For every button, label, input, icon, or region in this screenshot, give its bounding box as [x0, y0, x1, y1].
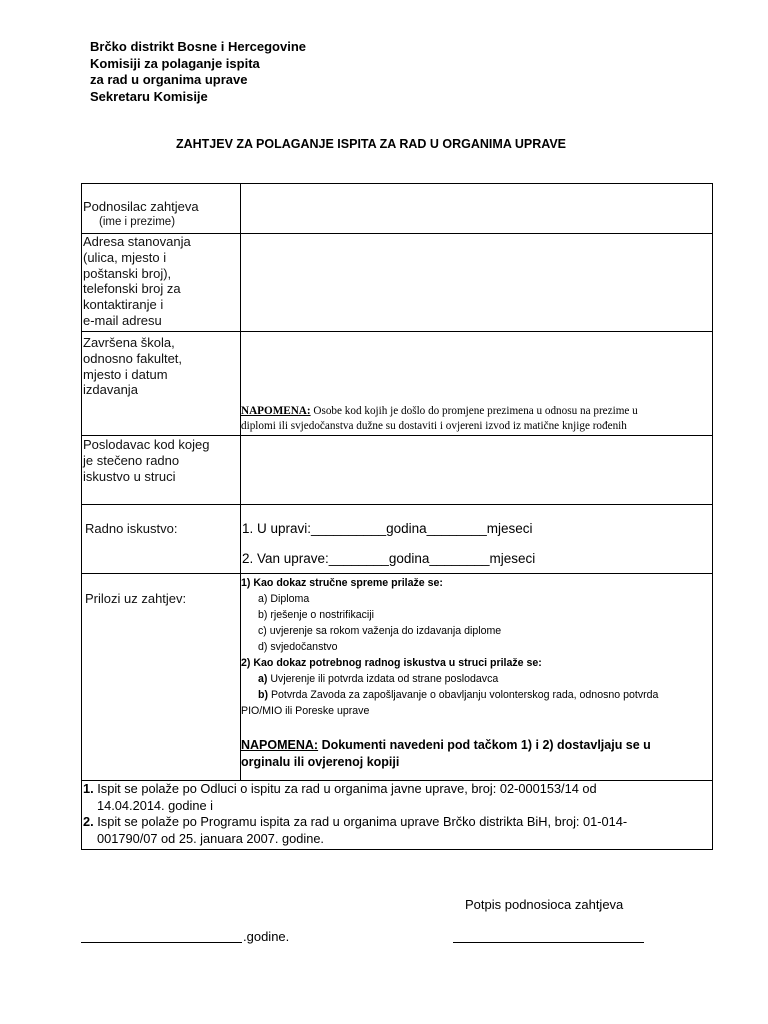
- legal-text: 001790/07 od 25. januara 2007. godine.: [97, 830, 324, 846]
- experience-label: Radno iskustvo:: [85, 521, 178, 536]
- attachment-item: a) Diploma: [258, 593, 310, 605]
- item-mark: b): [258, 689, 268, 701]
- school-label-line: odnosno fakultet,: [83, 350, 183, 366]
- address-label-line: e-mail adresu: [83, 312, 162, 328]
- experience-in-administration[interactable]: 1. U upravi:__________godina________mjeseci: [242, 521, 533, 536]
- attachment-item: b) rješenje o nostrifikaciji: [258, 609, 374, 621]
- school-note: [241, 404, 638, 434]
- legal-text: Ispit se polaže po Programu ispita za rad u organima uprave Brčko distrikta BiH, broj: 01-014-: [93, 814, 628, 829]
- address-label-line: kontaktiranje i: [83, 297, 164, 313]
- item-text: Potvrda Zavoda za zapošljavanje o obavljanju volonterskog rada, odnosno potvrda: [268, 689, 659, 701]
- address-line: Komisiji za polaganje ispita: [90, 55, 260, 71]
- employer-field[interactable]: [242, 438, 710, 502]
- school-label: [83, 335, 182, 398]
- school-field[interactable]: [242, 334, 710, 400]
- address-label-line: Adresa stanovanja: [83, 234, 191, 249]
- applicant-sublabel: (ime i prezime): [99, 215, 176, 228]
- attachment-item: c) uvjerenje sa rokom važenja do izdavanja diplome: [258, 625, 502, 637]
- note-label: NAPOMENA:: [241, 738, 319, 752]
- row-divider: [81, 435, 713, 436]
- applicant-field[interactable]: [242, 186, 710, 230]
- employer-label-line: je stečeno radno: [83, 452, 180, 468]
- legal-text: Ispit se polaže po Odluci o ispitu za rad u organima javne uprave, broj: 02-000153/14 od: [93, 781, 597, 796]
- note-text: diplomi ili svjedočanstva dužne su dostaviti i ovjereni izvod iz matične knjige rođenih: [241, 420, 627, 432]
- note-text: Osobe kod kojih je došlo do promjene prezimena u odnosu na prezime u: [310, 405, 638, 417]
- attachments-heading-1: 1) Kao dokaz stručne spreme prilaže se:: [241, 577, 443, 589]
- recipient-address: [90, 39, 306, 105]
- school-label-line: mjesto i datum: [83, 366, 168, 382]
- row-divider: [81, 504, 713, 505]
- item-number: 2.: [83, 814, 94, 829]
- item-mark: a): [258, 673, 268, 685]
- address-field[interactable]: [242, 236, 710, 328]
- address-line: Brčko distrikt Bosne i Hercegovine: [90, 39, 307, 54]
- school-label-line: izdavanja: [83, 382, 138, 398]
- note-label: NAPOMENA:: [241, 405, 311, 417]
- attachments-note: [241, 737, 651, 771]
- form-title: ZAHTJEV ZA POLAGANJE ISPITA ZA RAD U ORGANIMA UPRAVE: [175, 137, 567, 151]
- applicant-label-text: Podnosilac zahtjeva: [83, 199, 199, 214]
- item-number: 1.: [83, 781, 94, 796]
- attachment-item: [258, 687, 658, 703]
- signature-caption: Potpis podnosioca zahtjeva: [465, 897, 624, 912]
- attachments-label: Prilozi uz zahtjev:: [85, 591, 187, 606]
- note-text: orginalu ili ovjerenoj kopiji: [241, 755, 400, 769]
- address-line: za rad u organima uprave: [90, 72, 248, 87]
- date-line[interactable]: [81, 942, 242, 943]
- address-label-line: poštanski broj),: [83, 265, 172, 281]
- applicant-label: [83, 199, 199, 231]
- employer-label-line: iskustvo u struci: [83, 468, 176, 484]
- address-label: [83, 234, 191, 329]
- column-divider: [240, 183, 241, 780]
- attachments-heading-2: 2) Kao dokaz potrebnog radnog iskustva u struci prilaže se:: [241, 657, 542, 669]
- address-label-line: (ulica, mjesto i: [83, 249, 167, 265]
- date-suffix: .godine.: [243, 929, 290, 944]
- attachment-item-cont: PIO/MIO ili Poreske uprave: [241, 705, 370, 717]
- note-text: Dokumenti navedeni pod tačkom 1) i 2) dostavljaju se u: [318, 738, 651, 752]
- school-label-line: Završena škola,: [83, 335, 175, 350]
- address-label-line: telefonski broj za: [83, 281, 181, 297]
- experience-outside-administration[interactable]: 2. Van uprave:________godina________mjeseci: [242, 551, 536, 566]
- address-line: Sekretaru Komisije: [90, 88, 208, 104]
- attachment-item: d) svjedočanstvo: [258, 641, 338, 653]
- legal-text: 14.04.2014. godine i: [97, 797, 213, 813]
- employer-label-line: Poslodavac kod kojeg: [83, 437, 210, 452]
- row-divider: [81, 331, 713, 332]
- attachment-item: [258, 671, 498, 687]
- signature-line[interactable]: [453, 942, 644, 943]
- item-text: Uvjerenje ili potvrda izdata od strane poslodavca: [267, 673, 499, 685]
- legal-basis: [83, 781, 627, 847]
- employer-label: [83, 437, 209, 484]
- row-divider: [81, 573, 713, 574]
